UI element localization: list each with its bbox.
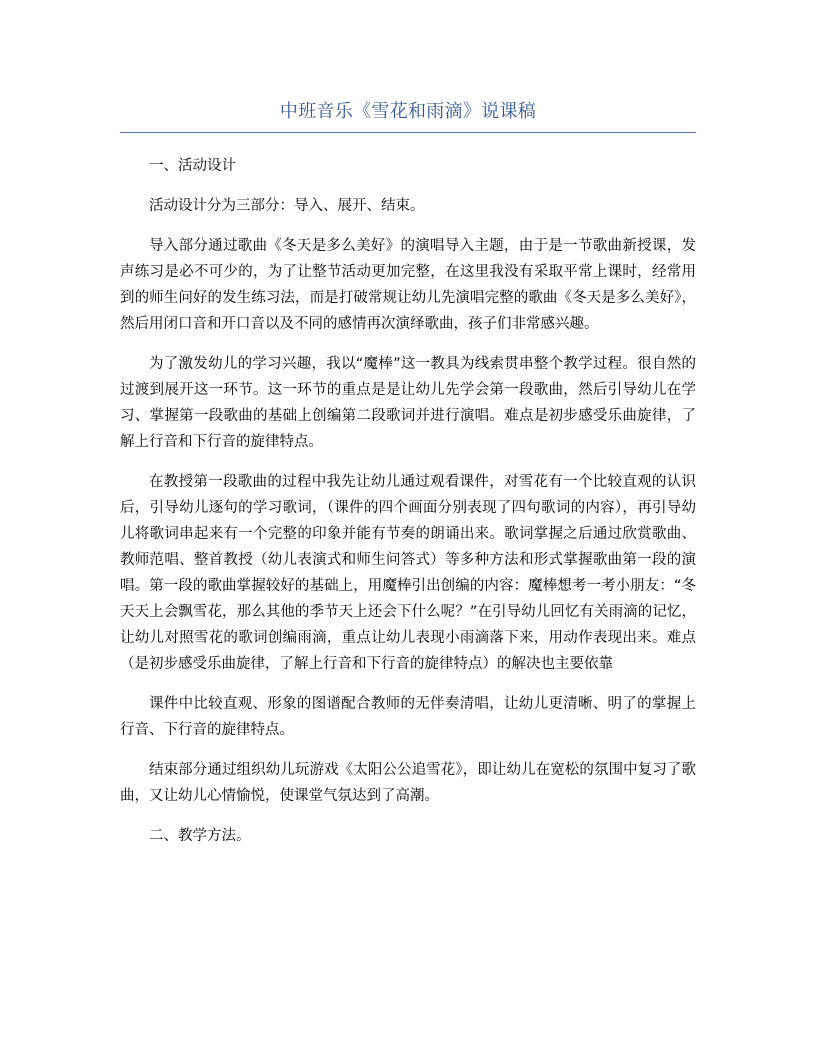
section-heading-activity-design: 一、活动设计 bbox=[149, 158, 236, 174]
paragraph-overview: 活动设计分为三部分：导入、展开、结束。 bbox=[149, 198, 425, 214]
paragraph-introduction: 导入部分通过歌曲《冬天是多么美好》的演唱导入主题，由于是一节歌曲新授课，发声练习是必不可少的，为了让整节活动更加完整，在这里我没有采取平常上课时，经常用到的师生问好的发生练习法，而是打破常规让幼儿先演唱完整的歌曲《冬天是多么美好》，然后用闭口音和开口音以及不同的感情再次演绎歌曲，孩子们非常感兴趣。 bbox=[120, 238, 696, 332]
document-body bbox=[120, 153, 696, 863]
title-underline bbox=[120, 132, 696, 133]
section-heading-teaching-methods: 二、教学方法。 bbox=[149, 828, 251, 844]
paragraph-magic-wand: 为了激发幼儿的学习兴趣，我以“魔棒”这一教具为线索贯串整个教学过程。很自然的过渡到展开这一环节。这一环节的重点是是让幼儿先学会第一段歌曲，然后引导幼儿在学习、掌握第一段歌曲的基础上创编第二段歌词并进行演唱。难点是初步感受乐曲旋律，了解上行音和下行音的旋律特点。 bbox=[120, 356, 696, 450]
paragraph-teaching-first-verse: 在教授第一段歌曲的过程中我先让幼儿通过观看课件，对雪花有一个比较直观的认识后，引导幼儿逐句的学习歌词，（课件的四个画面分别表现了四句歌词的内容），再引导幼儿将歌词串起来有一个完整的印象并能有节奏的朗诵出来。歌词掌握之后通过欣赏歌曲、教师范唱、整首教授（幼儿表演式和师生问答式）等多种方法和形式掌握歌曲第一段的演唱。第一段的歌曲掌握较好的基础上，用魔棒引出创编的内容：魔棒想考一考小朋友：“冬天天上会飘雪花，那么其他的季节天上还会下什么呢？”在引导幼儿回忆有关雨滴的记忆，让幼儿对照雪花的歌词创编雨滴，重点让幼儿表现小雨滴落下来，用动作表现出来。难点（是初步感受乐曲旋律，了解上行音和下行音的旋律特点）的解决也主要依靠 bbox=[120, 474, 696, 672]
paragraph-ending: 结束部分通过组织幼儿玩游戏《太阳公公追雪花》，即让幼儿在宽松的氛围中复习了歌曲，又让幼儿心情愉悦，使课堂气氛达到了高潮。 bbox=[120, 762, 696, 804]
paragraph-courseware: 课件中比较直观、形象的图谱配合教师的无伴奏清唱，让幼儿更清晰、明了的掌握上行音、下行音的旋律特点。 bbox=[120, 696, 696, 738]
document-title: 中班音乐《雪花和雨滴》说课稿 bbox=[279, 101, 537, 122]
